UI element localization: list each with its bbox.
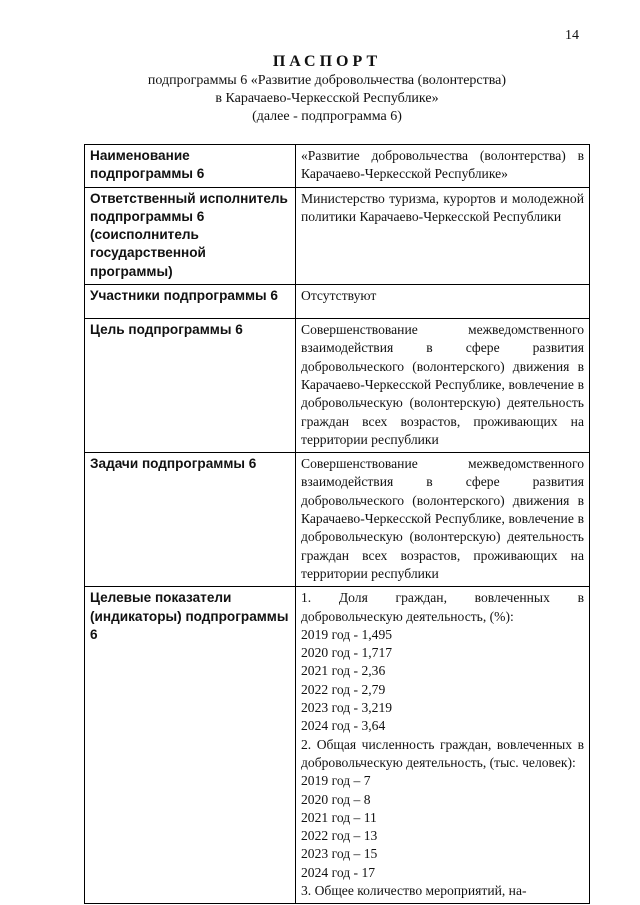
passport-table <box>84 144 590 904</box>
document-title: ПАСПОРТ <box>272 53 382 70</box>
row-label: Задачи подпрограммы 6 <box>85 453 296 587</box>
row-value <box>296 453 590 587</box>
table-row <box>85 319 590 453</box>
value-line: 2022 год – 13 <box>301 828 378 844</box>
document-subtitle-line-1: подпрограммы 6 «Развитие добровольчества (волонтерства) <box>147 73 507 88</box>
document-header <box>0 52 640 126</box>
value-line: 1. Доля граждан, вовлеченных в добровольческую деятельность, (%): <box>301 590 584 624</box>
row-value <box>296 285 590 319</box>
table-row <box>85 285 590 319</box>
table-row <box>85 587 590 904</box>
row-value <box>296 587 590 904</box>
value-line: 2020 год – 8 <box>301 791 371 807</box>
table-row <box>85 187 590 284</box>
row-value <box>296 319 590 453</box>
table-row <box>85 145 590 188</box>
value-line: 2024 год - 3,64 <box>301 718 386 734</box>
value-line: 2020 год - 1,717 <box>301 645 393 661</box>
value-line: 2019 год - 1,495 <box>301 626 393 642</box>
document-subtitle-line-2: в Карачаево-Черкесской Республике» <box>215 91 439 106</box>
value-line: 2024 год - 17 <box>301 864 376 880</box>
value-line: 2021 год - 2,36 <box>301 663 386 679</box>
value-line: Совершенствование межведомственного взаимодействия в сфере развития добровольческого (волонтерского) движения в Карачаево-Черкесской Республике, вовлечение в добровольческую (волонтерскую) деятельность граждан всех возрастов, проживающих на территории республики <box>301 322 584 447</box>
row-label: Цель подпрограммы 6 <box>85 319 296 453</box>
row-label: Участники подпрограммы 6 <box>85 285 296 319</box>
value-line: 2023 год - 3,219 <box>301 700 393 716</box>
value-line: «Развитие добровольчества (волонтерства) в Карачаево-Черкесской Республике» <box>301 148 584 182</box>
value-line: 2023 год – 15 <box>301 846 378 862</box>
document-subtitle-line-3: (далее - подпрограмма 6) <box>252 109 402 124</box>
row-label: Ответственный исполнитель подпрограммы 6 (соисполнитель государственной программы) <box>85 187 296 284</box>
value-line: Совершенствование межведомственного взаимодействия в сфере развития добровольческого (волонтерского) движения в Карачаево-Черкесской Республике, вовлечение в добровольческую (волонтерскую) деятельность граждан всех возрастов, проживающих на территории республики <box>301 456 584 581</box>
value-line: 2022 год - 2,79 <box>301 681 386 697</box>
value-line: 2019 год – 7 <box>301 773 371 789</box>
value-line: 2021 год – 11 <box>301 809 377 825</box>
row-label: Наименование подпрограммы 6 <box>85 145 296 188</box>
row-value <box>296 187 590 284</box>
row-value <box>296 145 590 188</box>
value-line: Министерство туризма, курортов и молодежной политики Карачаево-Черкесской Республики <box>301 190 584 224</box>
page-number: 14 <box>565 28 579 43</box>
value-line: Отсутствуют <box>301 288 377 304</box>
row-label: Целевые показатели (индикаторы) подпрограммы 6 <box>85 587 296 904</box>
table-row <box>85 453 590 587</box>
value-line: 2. Общая численность граждан, вовлеченных в добровольческую деятельность, (тыс. человек): <box>301 736 584 770</box>
value-line: 3. Общее количество мероприятий, на- <box>301 882 527 898</box>
